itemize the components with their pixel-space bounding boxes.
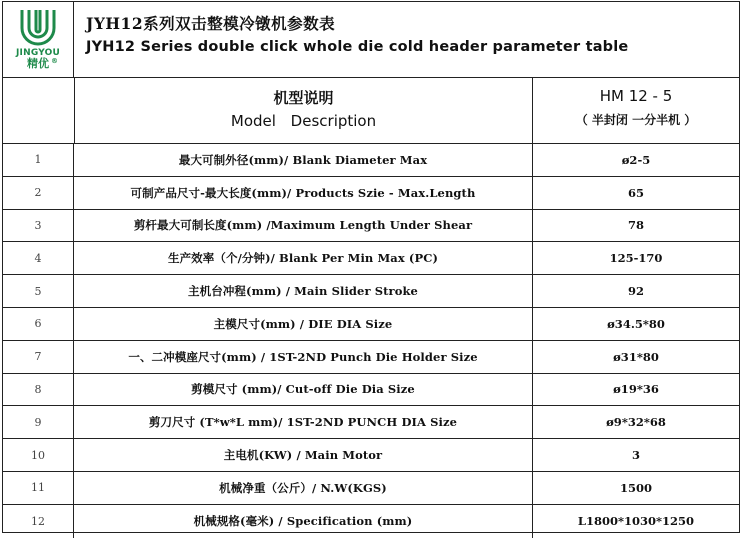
row-value: ø9*32*68 — [606, 415, 666, 430]
model-subtitle: （ 半封闭 一分半机 ） — [575, 113, 697, 127]
row-description: 一、二冲模座尺寸(mm) / 1ST-2ND Punch Die Holder Size — [74, 341, 533, 373]
row-description: 机械规格(毫米) / Specification (mm) — [74, 505, 533, 538]
row-number: 4 — [3, 242, 74, 274]
table-body — [3, 144, 739, 538]
table-row — [3, 275, 739, 308]
row-description: 主机台冲程(mm) / Main Slider Stroke — [74, 275, 533, 307]
row-number: 11 — [3, 472, 74, 504]
row-number: 5 — [3, 275, 74, 307]
row-value: 65 — [627, 185, 644, 200]
table-row — [3, 242, 739, 275]
model-name: HM 12 - 5 — [599, 87, 673, 105]
row-number: 12 — [3, 505, 74, 538]
description-column-header — [74, 78, 533, 143]
row-number: 1 — [3, 144, 74, 176]
row-value: 92 — [627, 284, 644, 299]
row-description: 主模尺寸(mm) / DIE DIA Size — [74, 308, 533, 340]
row-number: 7 — [3, 341, 74, 373]
registered-mark: ® — [51, 57, 58, 65]
description-header-en: Model Description — [230, 112, 377, 130]
row-value: ø19*36 — [613, 382, 659, 397]
row-number: 3 — [3, 210, 74, 242]
row-value: ø2-5 — [621, 152, 651, 167]
u-letter-logo-icon — [17, 8, 59, 46]
model-column-header — [533, 78, 739, 143]
table-row — [3, 374, 739, 407]
row-value: 78 — [627, 218, 644, 233]
row-number: 10 — [3, 439, 74, 471]
row-description: 剪刀尺寸 (T*w*L mm)/ 1ST-2ND PUNCH DIA Size — [74, 406, 533, 438]
row-number: 9 — [3, 406, 74, 438]
table-header — [3, 2, 739, 78]
table-row — [3, 308, 739, 341]
row-description: 剪杆最大可制长度(mm) /Maximum Length Under Shear — [74, 210, 533, 242]
row-value: 1500 — [619, 480, 652, 495]
row-number: 6 — [3, 308, 74, 340]
column-header — [3, 78, 739, 144]
table-row — [3, 144, 739, 177]
row-value: L1800*1030*1250 — [577, 514, 695, 529]
logo — [3, 2, 74, 77]
row-description: 可制产品尺寸-最大长度(mm)/ Products Szie - Max.Length — [74, 177, 533, 209]
row-value: 3 — [631, 448, 640, 463]
row-description: 机械净重（公斤）/ N.W(KGS) — [74, 472, 533, 504]
title-en: JYH12 Series double click whole die cold header parameter table — [86, 39, 629, 55]
row-value: 125-170 — [609, 251, 663, 266]
parameter-table — [2, 1, 740, 533]
row-description: 最大可制外径(mm)/ Blank Diameter Max — [74, 144, 533, 176]
logo-brand-cn — [27, 57, 58, 70]
description-header-cn: 机型说明 — [273, 89, 334, 107]
title-block — [74, 2, 739, 77]
logo-brand-en: JINGYOU — [16, 48, 60, 58]
row-value: ø34.5*80 — [607, 316, 665, 331]
table-row — [3, 406, 739, 439]
table-row — [3, 439, 739, 472]
table-row — [3, 505, 739, 538]
row-description: 剪模尺寸 (mm)/ Cut-off Die Dia Size — [74, 374, 533, 406]
logo-brand-cn-text: 精优 — [27, 57, 49, 70]
row-description: 生产效率（个/分钟)/ Blank Per Min Max (PC) — [74, 242, 533, 274]
table-row — [3, 341, 739, 374]
row-number: 2 — [3, 177, 74, 209]
row-number: 8 — [3, 374, 74, 406]
table-row — [3, 472, 739, 505]
row-description: 主电机(KW) / Main Motor — [74, 439, 533, 471]
table-row — [3, 210, 739, 243]
row-value: ø31*80 — [613, 349, 659, 364]
table-row — [3, 177, 739, 210]
title-cn: JYH12系列双击整模冷镦机参数表 — [86, 14, 336, 33]
